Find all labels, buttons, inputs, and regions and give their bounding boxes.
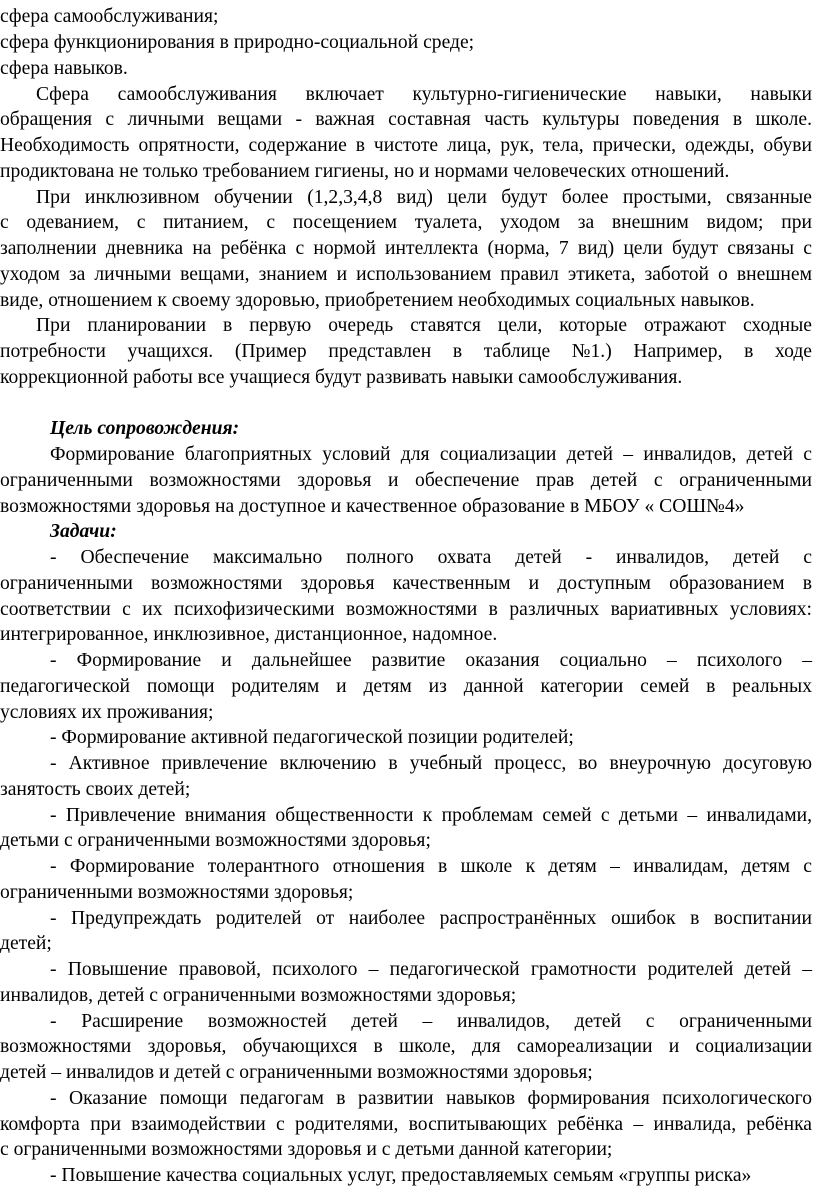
task-line: с ограниченными возможностями здоровья и с детьми данной категории; xyxy=(0,1139,613,1160)
task-line: - Предупреждать родителей от наиболее распространённых ошибок в воспитании xyxy=(50,908,812,929)
goal-heading: Цель сопровождения: xyxy=(50,418,240,439)
task-line: инвалидов, детей с ограниченными возможностями здоровья; xyxy=(0,985,517,1006)
sphere-line: сфера самообслуживания; xyxy=(0,6,219,27)
paragraph-line: Сфера самообслуживания включает культурно-гигиенические навыки, навыки xyxy=(36,84,812,105)
task-line: - Повышение правовой, психолого – педагогической грамотности родителей детей – xyxy=(50,959,812,980)
paragraph-line: обращения с личными вещами - важная составная часть культуры поведения в школе. xyxy=(0,109,812,130)
paragraph-line: При инклюзивном обучении (1,2,3,4,8 вид) цели будут более простыми, связанные xyxy=(36,187,812,208)
task-line: - Оказание помощи педагогам в развитии навыков формирования психологического xyxy=(50,1088,812,1109)
task-line: ограниченными возможностями здоровья; xyxy=(0,882,354,903)
tasks-heading: Задачи: xyxy=(50,521,117,542)
task-line: детей; xyxy=(0,933,52,954)
task-line: - Обеспечение максимально полного охвата детей - инвалидов, детей с xyxy=(50,547,812,568)
task-line: возможностями здоровья, обучающихся в школе, для самореализации и социализации xyxy=(0,1036,812,1057)
task-line: - Расширение возможностей детей – инвалидов, детей с ограниченными xyxy=(50,1011,812,1032)
task-line: интегрированное, инклюзивное, дистанционное, надомное. xyxy=(0,624,498,645)
task-line: ограниченными возможностями здоровья качественным и доступным образованием в xyxy=(0,573,812,594)
task-line: - Формирование толерантного отношения в школе к детям – инвалидам, детям с xyxy=(50,856,812,877)
paragraph-line: потребности учащихся. (Пример представлен в таблице №1.) Например, в ходе xyxy=(0,341,812,362)
paragraph-line: с одеванием, с питанием, с посещением туалета, уходом за внешним видом; при xyxy=(0,212,812,233)
paragraph-line: уходом за личными вещами, знанием и использованием правил этикета, заботой о внешнем xyxy=(0,264,812,285)
task-line: комфорта при взаимодействии с родителями, воспитывающих ребёнка – инвалида, ребёнка xyxy=(0,1114,812,1135)
paragraph-line: заполнении дневника на ребёнка с нормой интеллекта (норма, 7 вид) цели будут связаны с xyxy=(0,238,812,259)
goal-line: Формирование благоприятных условий для социализации детей – инвалидов, детей с xyxy=(50,444,812,465)
paragraph-line: При планировании в первую очередь ставятся цели, которые отражают сходные xyxy=(36,315,812,336)
paragraph-line: Необходимость опрятности, содержание в чистоте лица, рук, тела, прически, одежды, обуви xyxy=(0,135,812,156)
sphere-line: сфера навыков. xyxy=(0,58,128,79)
task-line: детьми с ограниченными возможностями здоровья; xyxy=(0,830,431,851)
paragraph-line: коррекционной работы все учащиеся будут развивать навыки самообслуживания. xyxy=(0,367,683,388)
task-line: - Формирование активной педагогической позиции родителей; xyxy=(50,727,574,748)
task-line: - Повышение качества социальных услуг, предоставляемых семьям «группы риска» xyxy=(50,1165,752,1186)
task-line: педагогической помощи родителям и детям из данной категории семей в реальных xyxy=(0,676,812,697)
sphere-line: сфера функционирования в природно-социальной среде; xyxy=(0,32,475,53)
task-line: - Формирование и дальнейшее развитие оказания социально – психолого – xyxy=(50,650,812,671)
task-line: - Привлечение внимания общественности к проблемам семей с детьми – инвалидами, xyxy=(50,805,812,826)
task-line: - Активное привлечение включению в учебный процесс, во внеурочную досуговую xyxy=(50,753,812,774)
task-line: соответствии с их психофизическими возможностями в различных вариативных условиях: xyxy=(0,599,812,620)
task-line: условиях их проживания; xyxy=(0,702,214,723)
goal-line: ограниченными возможностями здоровья и обеспечение прав детей с ограниченными xyxy=(0,470,812,491)
task-line: детей – инвалидов и детей с ограниченными возможностями здоровья; xyxy=(0,1062,593,1083)
paragraph-line: виде, отношением к своему здоровью, приобретением необходимых социальных навыков. xyxy=(0,290,755,311)
goal-line: возможностями здоровья на доступное и качественное образование в МБОУ « СОШ№4» xyxy=(0,496,745,517)
task-line: занятость своих детей; xyxy=(0,779,191,800)
paragraph-line: продиктована не только требованием гигиены, но и нормами человеческих отношений. xyxy=(0,161,730,182)
